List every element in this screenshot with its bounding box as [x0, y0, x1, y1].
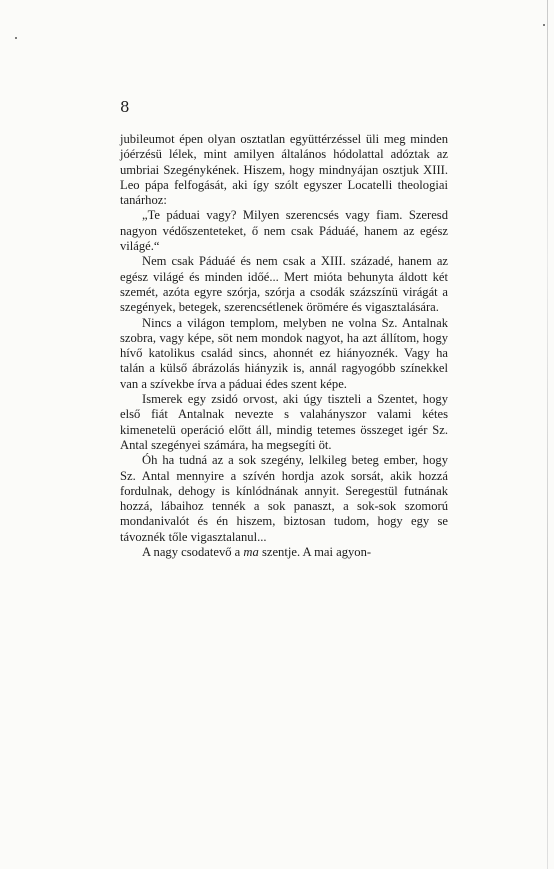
- paragraph-3: Nem csak Páduáé és nem csak a XIII. századé, hanem az egész világé és minden időé... Mert mióta behunyta áldott két szemét, azóta egyre szórja, szórja a csodák százszínü virágát a szegények, betegek, szerencsétlenek örömére és vigasztalására.: [120, 254, 448, 315]
- paragraph-7-start: A nagy csodatevő a: [142, 545, 244, 560]
- text-block: [120, 132, 448, 560]
- scan-speck: [15, 37, 17, 39]
- paragraph-7: [120, 545, 448, 560]
- paragraph-7-end: szentje. A mai agyon-: [258, 545, 372, 560]
- paragraph-4: Nincs a világon templom, melyben ne volna Sz. Antalnak szobra, vagy képe, söt nem mondok nagyot, ha azt állítom, hogy hívő katolikus család sincs, ahonnét ez hiányoznék. Vagy ha talán a külső ábrázolás hiányzik is, annál ragyogóbb színekkel van a szívekbe írva a páduai édes szent képe.: [120, 315, 448, 391]
- page-edge-line: [547, 0, 548, 869]
- paragraph-6: Óh ha tudná az a sok szegény, lelkileg beteg ember, hogy Sz. Antal mennyire a szívén hordja azok sorsát, akik hozzá fordulnak, dehogy is kínlódnának annyit. Seregestül futnának hozzá, lábaihoz tennék a sok panaszt, a sok-sok szomorú mondanivalót és én hiszem, biztosan tudom, hogy egy se távoznék tőle vigasztalanul...: [120, 453, 448, 544]
- scan-speck: [543, 24, 545, 26]
- paragraph-5: Ismerek egy zsidó orvost, aki úgy tiszteli a Szentet, hogy első fiát Antalnak nevezte s valahányszor valami kétes kimenetelü operáció előtt áll, mindig tetemes összeget igér Sz. Antal szegényei számára, ha megsegíti öt.: [120, 392, 448, 452]
- paragraph-1: jubileumot épen olyan osztatlan együttérzéssel üli meg minden jóérzésü lélek, mint amilyen általános hódolattal adóztak az umbriai Szegénykének. Hiszem, hogy mindnyájan osztjuk XIII. Leo pápa felfogását, aki így szólt egyszer Locatelli theologiai tanárhoz:: [120, 132, 448, 208]
- page-number: 8: [120, 98, 130, 116]
- emphasis-ma: ma: [243, 545, 259, 560]
- paragraph-2: „Te páduai vagy? Milyen szerencsés vagy fiam. Szeresd nagyon védőszenteteket, ő nem csak Páduáé, hanem az egész világé.“: [120, 208, 448, 254]
